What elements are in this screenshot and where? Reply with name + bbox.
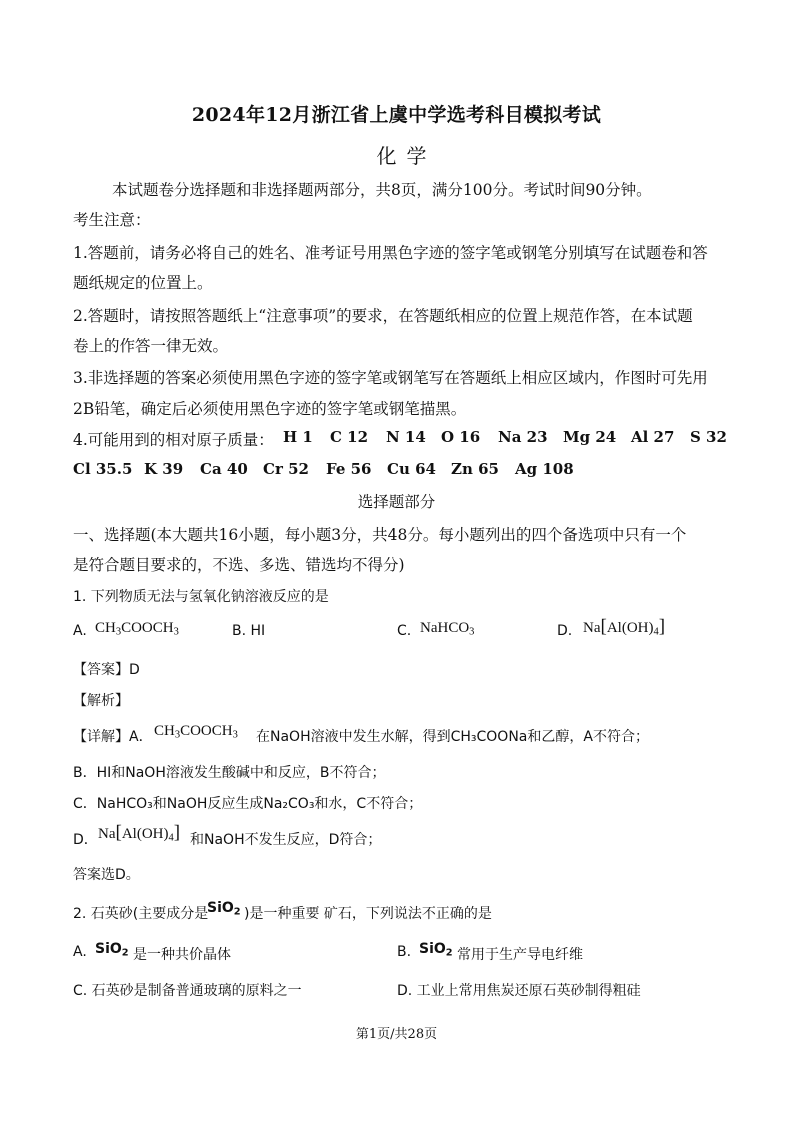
q1-analysis-label: 【解析】 <box>73 693 129 709</box>
q1-option-d-label: D. <box>557 623 573 639</box>
notice-item-1-line-1: 1.答题前，请务必将自己的姓名、准考证号用黑色字迹的签字笔或钢笔分别填写在试题卷和答 <box>73 244 708 262</box>
notice-item-2-line-2: 卷上的作答一律无效。 <box>73 337 229 355</box>
q1-detail-d-label: D． <box>73 832 98 848</box>
q2-option-a-text: 是一种共价晶体 <box>133 947 231 963</box>
q2-option-d: D. 工业上常用焦炭还原石英砂制得粗硅 <box>397 983 641 999</box>
mass-item: Al 27 <box>631 428 675 446</box>
mass-item: Cr 52 <box>263 460 309 478</box>
q2-option-b-text: 常用于生产导电纤维 <box>457 947 583 963</box>
q1-option-b: B. HI <box>232 623 266 639</box>
section-title: 选择题部分 <box>357 493 436 511</box>
q2-option-a-label: A. <box>73 944 87 960</box>
notice-item-4-label: 4.可能用到的相对原子质量： <box>73 431 274 449</box>
mass-item: Ag 108 <box>515 460 574 478</box>
q1-stem: 1. 下列物质无法与氢氧化钠溶液反应的是 <box>73 589 329 605</box>
section-instruction-line-1: 一、选择题(本大题共16小题，每小题3分，共48分。每小题列出的四个备选项中只有一个 <box>73 526 687 544</box>
mass-item: Fe 56 <box>326 460 372 478</box>
q1-detail-a-formula: $CH_3COOCH_3$ <box>154 723 238 741</box>
intro-text: 本试题卷分选择题和非选择题两部分，共8页，满分100分。考试时间90分钟。 <box>112 181 652 199</box>
q1-option-a-label: A. <box>73 623 87 639</box>
mass-item: Mg 24 <box>563 428 617 446</box>
subject-title: 化学 <box>376 144 437 168</box>
q2-stem-formula: SiO$_2$ <box>207 900 241 918</box>
q2-option-b-formula: SiO$_2$ <box>419 941 453 959</box>
notice-item-3-line-1: 3.非选择题的答案必须使用黑色字迹的签字笔或钢笔写在答题纸上相应区域内，作图时可先用 <box>73 369 708 387</box>
q1-option-c-formula: NaHCO$_3$ <box>420 620 475 638</box>
section-instruction-line-2: 是符合题目要求的，不选、多选、错选均不得分) <box>73 556 405 574</box>
q1-detail-d-text: 和NaOH不发生反应，D符合； <box>190 832 382 848</box>
q1-option-c-label: C. <box>397 623 412 639</box>
notice-item-1-line-2: 题纸规定的位置上。 <box>73 274 213 292</box>
q1-detail-d-formula: $Na[Al(OH)_4]$ <box>98 822 181 844</box>
q2-option-b-label: B. <box>397 944 412 960</box>
mass-item: C 12 <box>330 428 369 446</box>
mass-item: N 14 <box>386 428 426 446</box>
notice-heading: 考生注意： <box>73 211 151 229</box>
mass-item: Na 23 <box>498 428 548 446</box>
q1-conclusion: 答案选D。 <box>73 867 140 883</box>
page-footer: 第1页/共28页 <box>355 1027 438 1042</box>
q1-detail-b: B．HI和NaOH溶液发生酸碱中和反应，B不符合； <box>73 765 386 781</box>
mass-item: K 39 <box>144 460 184 478</box>
exam-title: 2024年12月浙江省上虞中学选考科目模拟考试 <box>191 104 602 126</box>
q1-answer: 【答案】D <box>73 662 140 678</box>
notice-item-2-line-1: 2.答题时，请按照答题纸上“注意事项”的要求，在答题纸相应的位置上规范作答，在本试题 <box>73 307 693 325</box>
mass-item: S 32 <box>690 428 727 446</box>
q1-option-d-formula: $Na[Al(OH)_4]$ <box>583 616 666 638</box>
mass-item: Cu 64 <box>387 460 436 478</box>
q2-option-a-formula: SiO$_2$ <box>95 941 129 959</box>
mass-item: H 1 <box>283 428 313 446</box>
q2-stem-start: 2. 石英砂(主要成分是 <box>73 906 209 922</box>
notice-item-3-line-2: 2B铅笔，确定后必须使用黑色字迹的签字笔或钢笔描黑。 <box>73 400 467 418</box>
q2-stem-end: )是一种重要 矿石，下列说法不正确的是 <box>244 906 492 922</box>
mass-item: Cl 35.5 <box>73 460 133 478</box>
q1-option-a-formula: $CH_3COOCH_3$ <box>95 620 179 638</box>
mass-item: Zn 65 <box>451 460 499 478</box>
q1-detail-a-text: 在NaOH溶液中发生水解，得到CH₃COONa和乙醇，A不符合； <box>256 729 649 745</box>
mass-item: O 16 <box>441 428 481 446</box>
q1-detail-label: 【详解】A． <box>73 729 153 745</box>
q1-detail-c: C．NaHCO₃和NaOH反应生成Na₂CO₃和水，C不符合； <box>73 796 423 812</box>
mass-item: Ca 40 <box>200 460 248 478</box>
q2-option-c: C. 石英砂是制备普通玻璃的原料之一 <box>73 983 302 999</box>
